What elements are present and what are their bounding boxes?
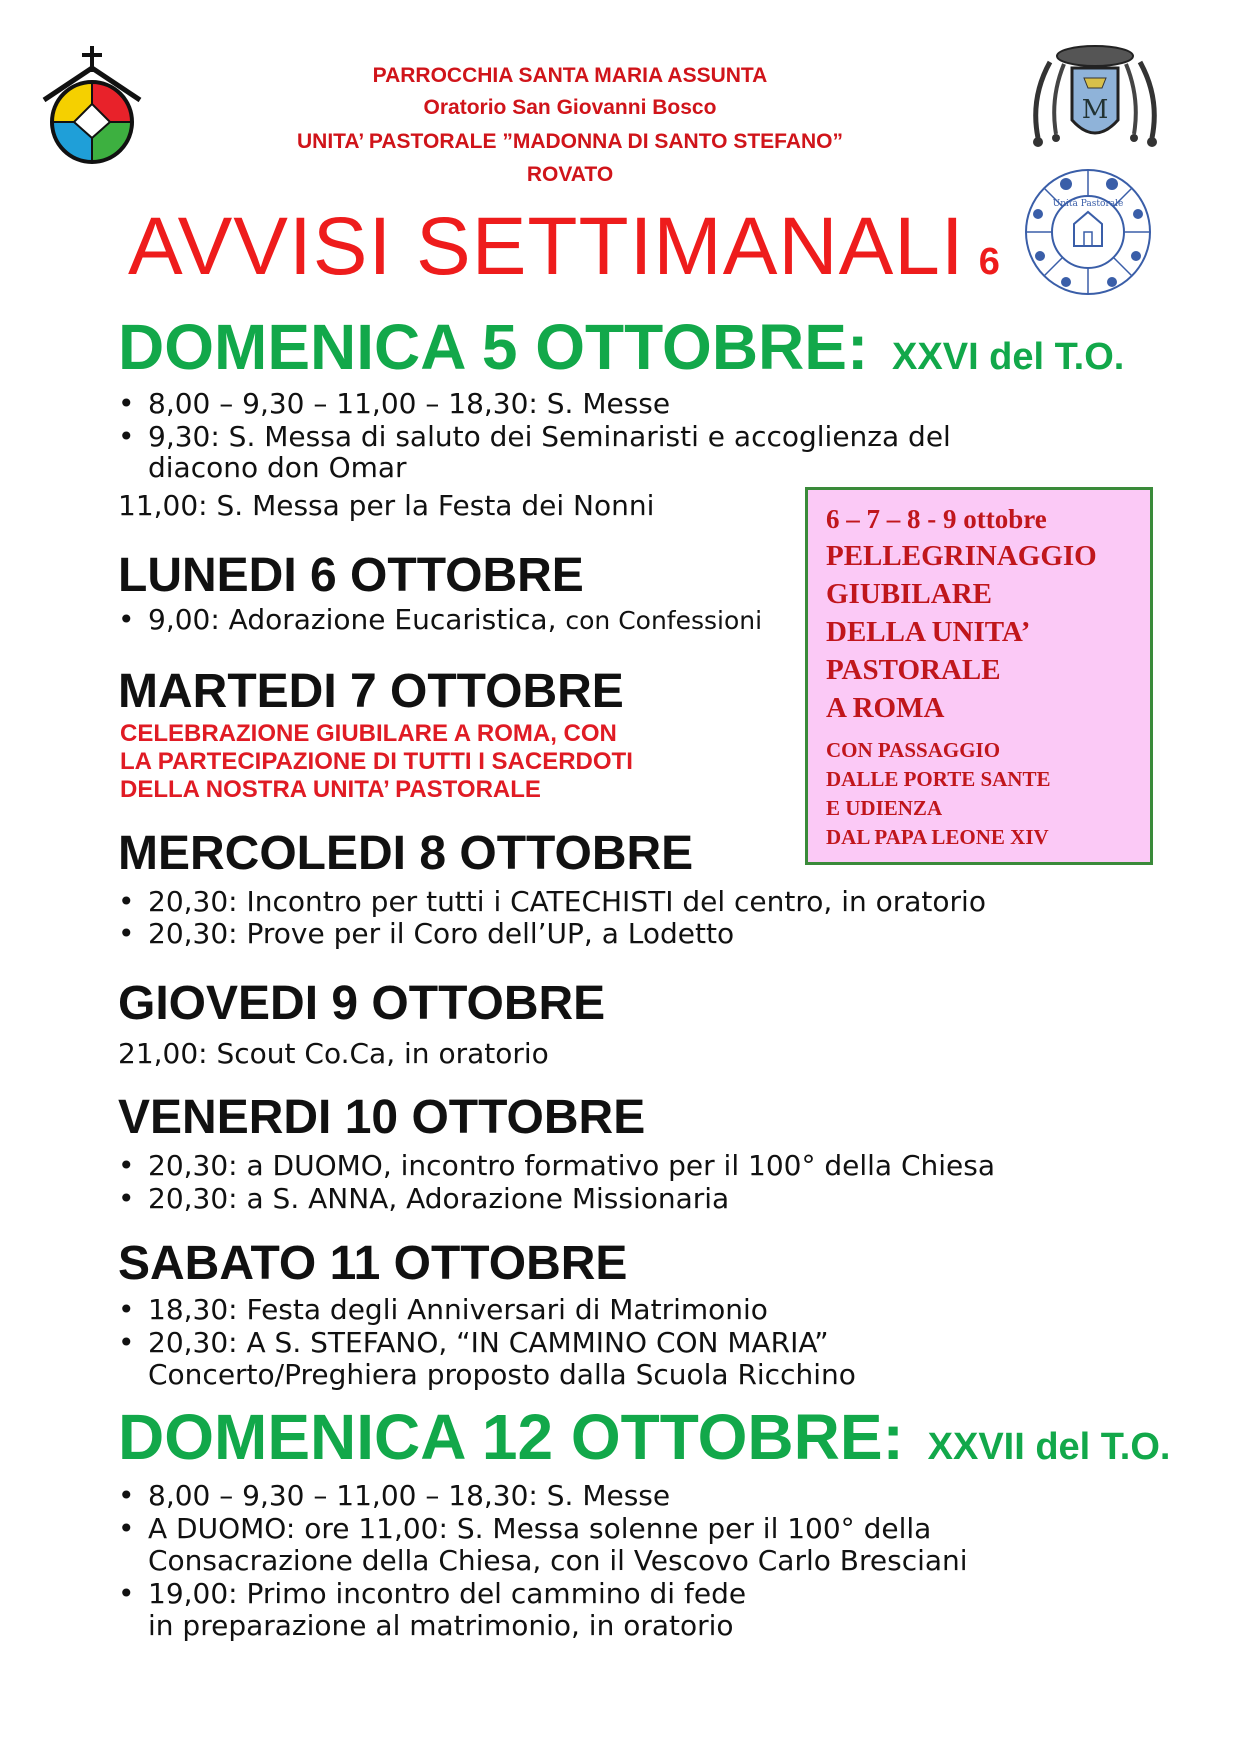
thursday-plain-1: 21,00: Scout Co.Ca, in oratorio bbox=[118, 1037, 549, 1070]
sunday1-heading-text: DOMENICA 5 OTTOBRE: bbox=[118, 311, 869, 383]
saturday-item-2-cont: Concerto/Preghiera proposto dalla Scuola Ricchino bbox=[148, 1358, 856, 1391]
pilgrimage-sub-1: CON PASSAGGIO bbox=[826, 738, 1001, 762]
saturday-item-2-text: 20,30: A S. STEFANO, “IN CAMMINO CON MARIA” bbox=[148, 1326, 829, 1359]
sunday1-item-2-cont: diacono don Omar bbox=[148, 451, 407, 484]
sunday1-suffix: XXVI del T.O. bbox=[892, 336, 1125, 378]
monday-heading: LUNEDI 6 OTTOBRE bbox=[118, 549, 584, 602]
pilgrimage-line-3: DELLA UNITA’ bbox=[826, 616, 1031, 648]
sunday2-heading bbox=[118, 1400, 1170, 1474]
pastoral-unit-seal bbox=[1022, 166, 1154, 298]
saturday-heading: SABATO 11 OTTOBRE bbox=[118, 1237, 628, 1290]
saturday-item-2: • 20,30: A S. STEFANO, “IN CAMMINO CON MARIA” bbox=[118, 1326, 829, 1359]
pilgrimage-sub-4: DAL PAPA LEONE XIV bbox=[826, 825, 1049, 849]
parish-name: PARROCCHIA SANTA MARIA ASSUNTA bbox=[372, 64, 768, 87]
wednesday-item-2: • 20,30: Prove per il Coro dell’UP, a Lodetto bbox=[118, 917, 735, 950]
wednesday-heading: MERCOLEDI 8 OTTOBRE bbox=[118, 827, 694, 880]
tuesday-note-1: CELEBRAZIONE GIUBILARE A ROMA, CON bbox=[120, 720, 617, 747]
tuesday-note-2: LA PARTECIPAZIONE DI TUTTI I SACERDOTI bbox=[120, 748, 633, 775]
sunday2-item-3: • 19,00: Primo incontro del cammino di fede bbox=[118, 1577, 747, 1610]
page-title-text: AVVISI SETTIMANALI bbox=[128, 201, 965, 292]
thursday-heading: GIOVEDI 9 OTTOBRE bbox=[118, 977, 606, 1030]
monday-item-1: • 9,00: Adorazione Eucaristica, con Confessioni bbox=[118, 603, 763, 636]
pilgrimage-line-2: GIUBILARE bbox=[826, 578, 992, 610]
pilgrimage-box bbox=[805, 487, 1153, 865]
sunday2-item-2-cont: Consacrazione della Chiesa, con il Vescovo Carlo Bresciani bbox=[148, 1544, 968, 1577]
saturday-item-1: • 18,30: Festa degli Anniversari di Matrimonio bbox=[118, 1293, 768, 1326]
pastoral-unit-name: UNITA’ PASTORALE ”MADONNA DI SANTO STEFANO” bbox=[296, 130, 844, 153]
seal-text: Unità Pastorale bbox=[1052, 199, 1124, 209]
tuesday-heading: MARTEDI 7 OTTOBRE bbox=[118, 665, 624, 718]
sunday1-item-1: • 8,00 – 9,30 – 11,00 – 18,30: S. Messe bbox=[118, 387, 671, 420]
sunday2-item-3-cont: in preparazione al matrimonio, in oratorio bbox=[148, 1609, 734, 1642]
seal-icon bbox=[1022, 166, 1154, 298]
sunday1-item-1-text: 8,00 – 9,30 – 11,00 – 18,30: S. Messe bbox=[148, 387, 671, 420]
monday-item-1-text-b: con Confessioni bbox=[565, 606, 763, 635]
tuesday-note-3: DELLA NOSTRA UNITA’ PASTORALE bbox=[120, 776, 541, 803]
sunday1-item-2: • 9,30: S. Messa di saluto dei Seminaristi e accoglienza del bbox=[118, 420, 951, 453]
sunday2-suffix: XXVII del T.O. bbox=[927, 1426, 1171, 1468]
pilgrimage-line-4: PASTORALE bbox=[826, 654, 1001, 686]
oratory-name: Oratorio San Giovanni Bosco bbox=[423, 96, 717, 119]
friday-item-1-text: 20,30: a DUOMO, incontro formativo per il 100° della Chiesa bbox=[148, 1149, 996, 1182]
monday-item-1-text: 9,00: Adorazione Eucaristica, bbox=[148, 603, 566, 636]
wednesday-item-1-text: 20,30: Incontro per tutti i CATECHISTI del centro, in oratorio bbox=[148, 885, 986, 918]
friday-heading: VENERDI 10 OTTOBRE bbox=[118, 1091, 646, 1144]
sunday2-item-2: • A DUOMO: ore 11,00: S. Messa solenne per il 100° della bbox=[118, 1512, 932, 1545]
friday-item-2: • 20,30: a S. ANNA, Adorazione Missionaria bbox=[118, 1182, 730, 1215]
coat-of-arms bbox=[1020, 38, 1170, 156]
coat-of-arms-icon bbox=[1020, 38, 1170, 156]
sunday1-heading bbox=[118, 310, 1124, 384]
town-name: ROVATO bbox=[526, 163, 614, 186]
friday-item-1: • 20,30: a DUOMO, incontro formativo per il 100° della Chiesa bbox=[118, 1149, 996, 1182]
sunday2-item-1: • 8,00 – 9,30 – 11,00 – 18,30: S. Messe bbox=[118, 1479, 671, 1512]
sunday2-item-3-text: 19,00: Primo incontro del cammino di fede bbox=[148, 1577, 747, 1610]
svg-text:M: M bbox=[1081, 95, 1109, 125]
puzzle-house-icon bbox=[40, 42, 150, 172]
wednesday-item-2-text: 20,30: Prove per il Coro dell’UP, a Lodetto bbox=[148, 917, 735, 950]
pilgrimage-dates: 6 – 7 – 8 - 9 ottobre bbox=[826, 504, 1047, 534]
page-title bbox=[128, 200, 1001, 294]
friday-item-2-text: 20,30: a S. ANNA, Adorazione Missionaria bbox=[148, 1182, 730, 1215]
sunday2-item-1-text: 8,00 – 9,30 – 11,00 – 18,30: S. Messe bbox=[148, 1479, 671, 1512]
pilgrimage-line-1: PELLEGRINAGGIO bbox=[826, 540, 1097, 572]
sunday2-heading-text: DOMENICA 12 OTTOBRE: bbox=[118, 1401, 904, 1473]
pilgrimage-line-5: A ROMA bbox=[826, 692, 945, 724]
pilgrimage-sub-3: E UDIENZA bbox=[826, 796, 943, 820]
sunday1-item-2-text: 9,30: S. Messa di saluto dei Seminaristi e accoglienza del bbox=[148, 420, 951, 453]
issue-number: 6 bbox=[978, 241, 1001, 283]
sunday1-plain-1: 11,00: S. Messa per la Festa dei Nonni bbox=[118, 489, 655, 522]
saturday-item-1-text: 18,30: Festa degli Anniversari di Matrimonio bbox=[148, 1293, 768, 1326]
wednesday-item-1: • 20,30: Incontro per tutti i CATECHISTI del centro, in oratorio bbox=[118, 885, 986, 918]
pilgrimage-sub-2: DALLE PORTE SANTE bbox=[826, 767, 1051, 791]
sunday2-item-2-text: A DUOMO: ore 11,00: S. Messa solenne per il 100° della bbox=[148, 1512, 932, 1545]
parish-logo bbox=[40, 42, 150, 172]
